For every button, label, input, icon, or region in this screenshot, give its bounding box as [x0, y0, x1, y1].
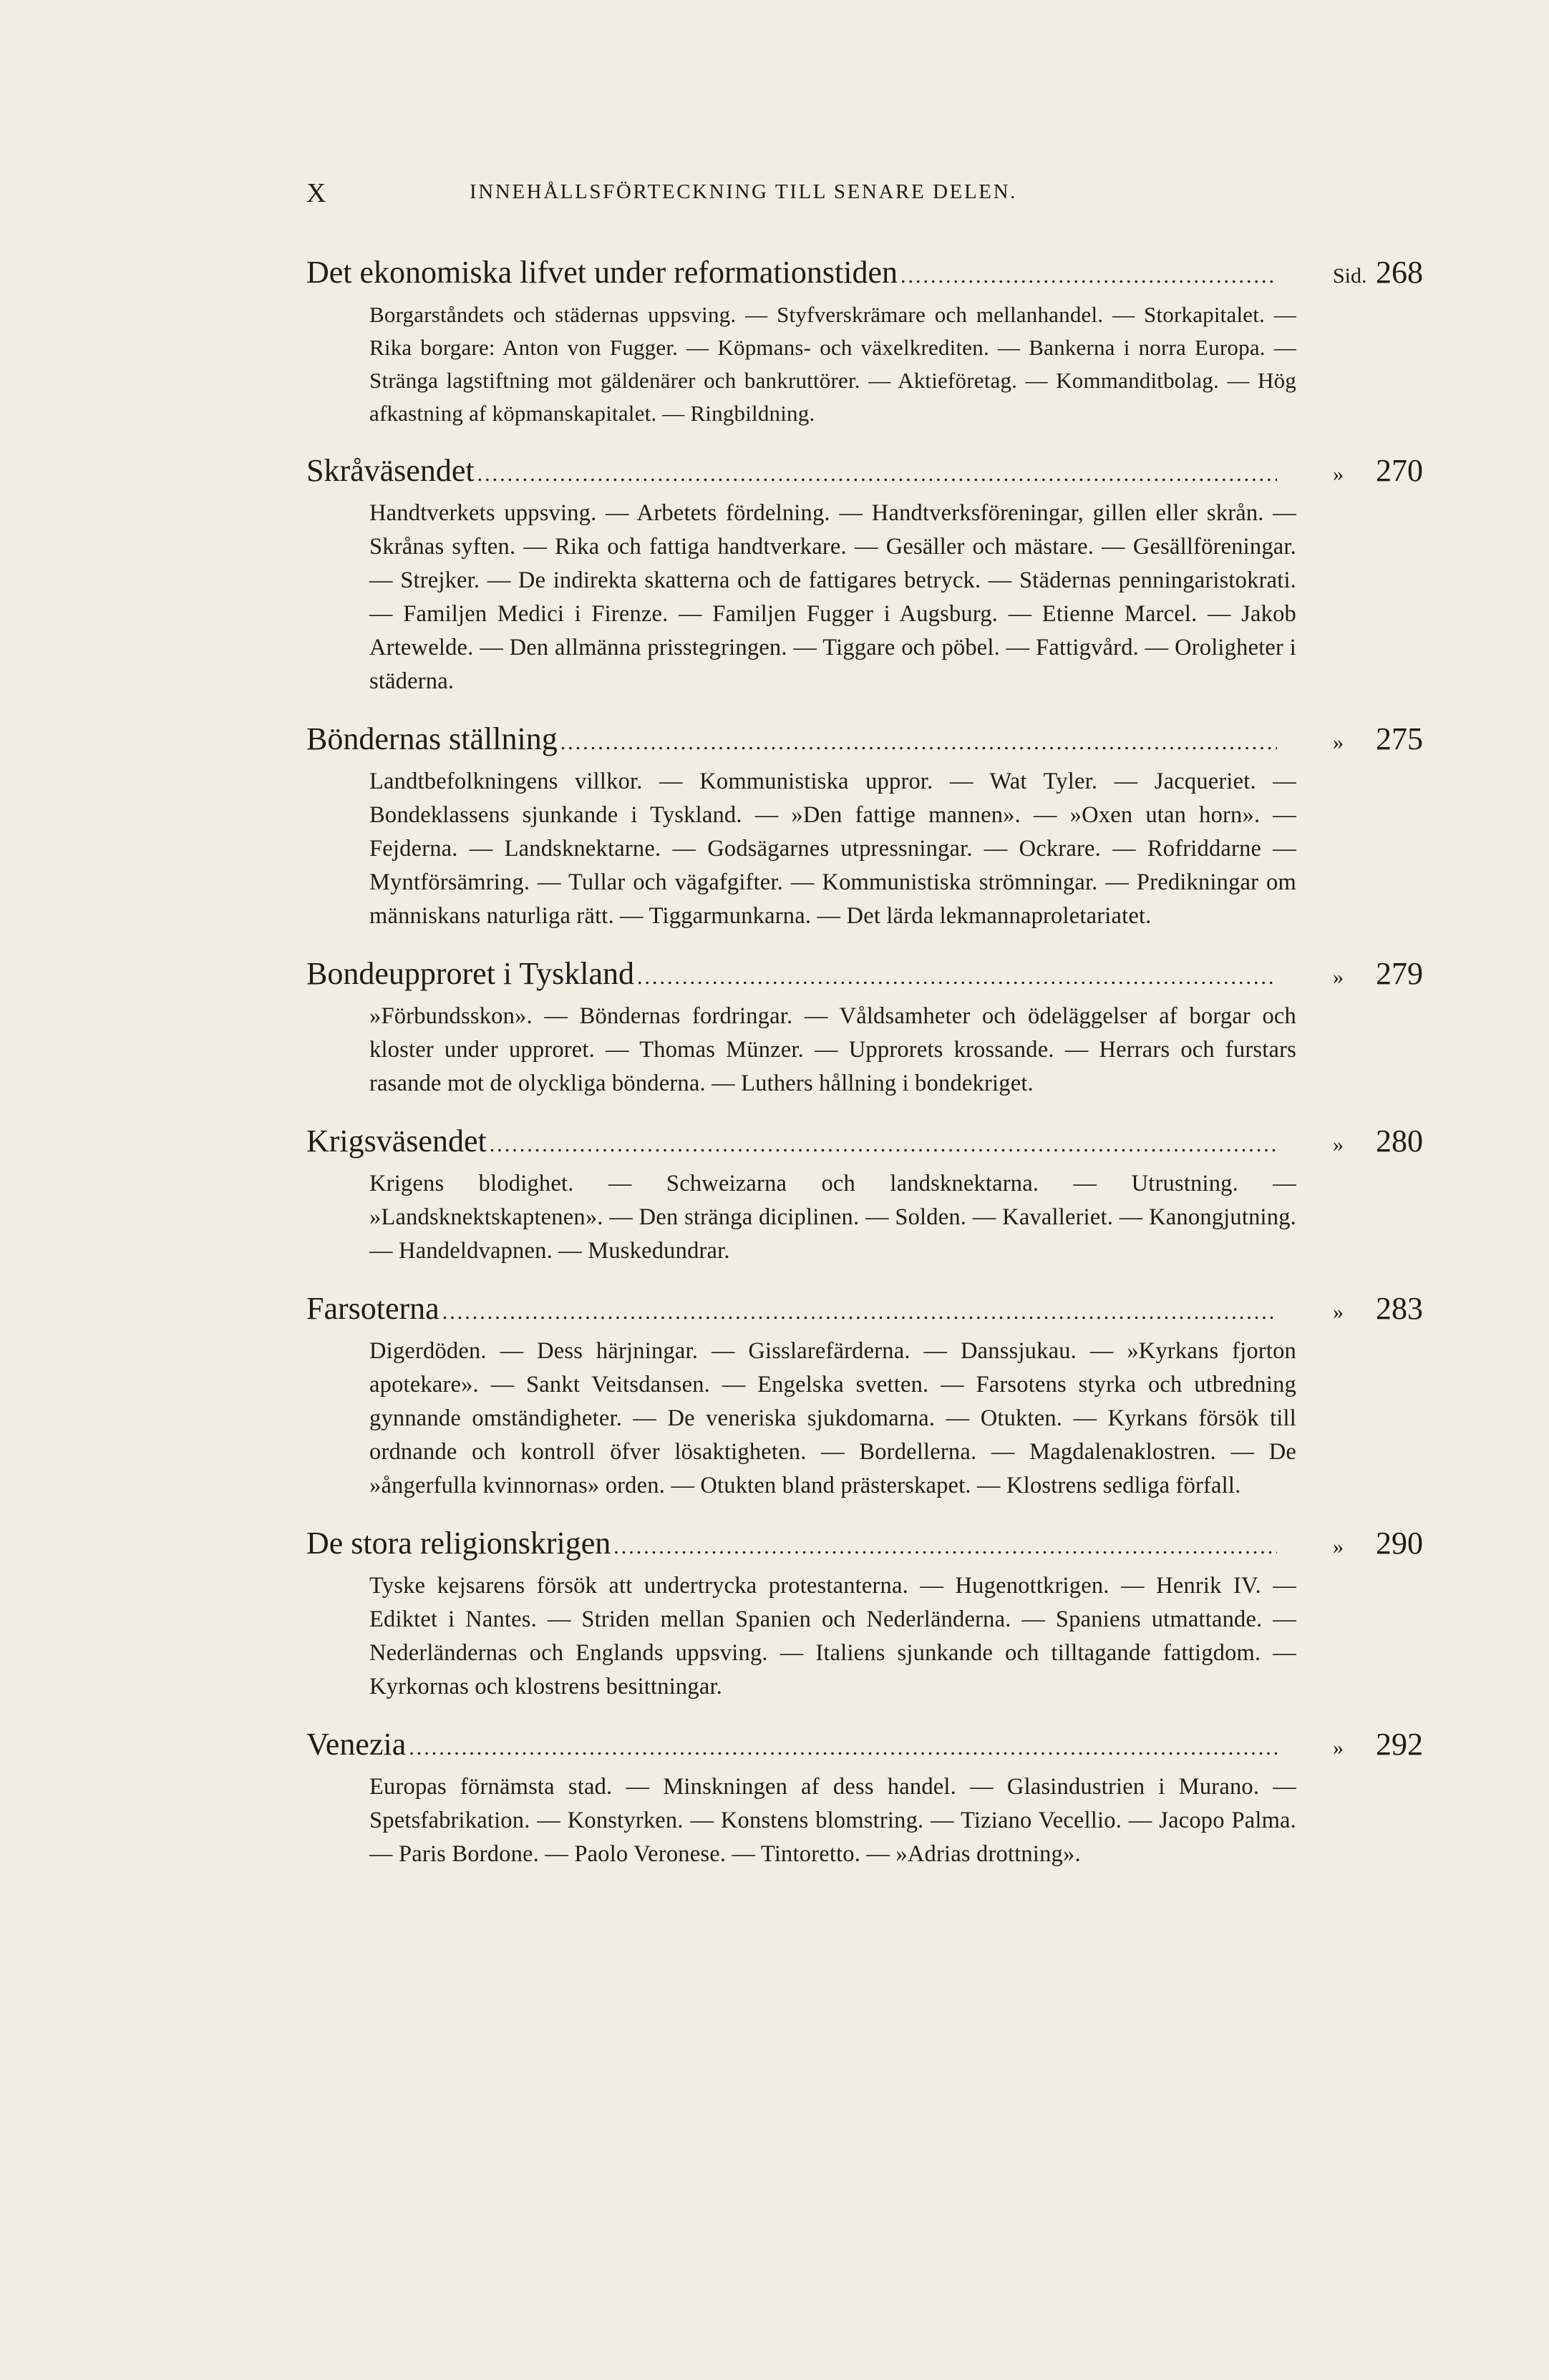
- dot-leader: [477, 452, 1277, 497]
- toc-entry-title: Bondeupproret i Tyskland: [306, 956, 635, 991]
- toc-entry-summary: Landtbefolkningens villkor. — Kommunistiska uppror. — Wat Tyler. — Jacqueriet. — Bondeklassens sjunkande i Tyskland. — »Den fattige mannen». — »Oxen utan horn». — Fejderna. — Landsknektarne. — Godsägarnes utpressningar. — Ockrare. — Rofriddarne — Myntförsämring. — Tullar och vägafgifter. — Kommunistiska strömningar. — Predikningar om människans naturliga rätt. — Tiggarmunkarna. — Det lärda lekmannaproletariatet.: [369, 769, 1296, 929]
- toc-page-reference: [1287, 1521, 1423, 1569]
- toc-page-reference: [1287, 1722, 1423, 1770]
- page-marker: »: [1333, 965, 1344, 989]
- toc-entry-heading: [306, 449, 1423, 497]
- toc-entry: [306, 1287, 1423, 1503]
- toc-page-number: 280: [1376, 1123, 1423, 1159]
- dot-leader: [637, 955, 1277, 1000]
- toc-page-number: 279: [1376, 956, 1423, 991]
- toc-entry-summary: Krigens blodighet. — Schweizarna och landsknektarna. — Utrustning. — »Landsknektskaptenen». — Den stränga diciplinen. — Solden. — Kavalleriet. — Kanongjutning. — Handeldvapnen. — Muskedundrar.: [369, 1171, 1296, 1264]
- toc-entry: [306, 1722, 1423, 1871]
- page-marker: »: [1333, 462, 1344, 486]
- toc-entry-summary: Borgarståndets och städernas uppsving. — Styfverskrämare och mellanhandel. — Storkapitalet. — Rika borgare: Anton von Fugger. — Köpmans- och växelkrediten. — Bankerna i norra Europa. — Stränga lagstiftning mot gäldenärer och bankruttörer. — Aktieföretag. — Kommanditbolag. — Hög afkastning af köpmanskapitalet. — Ringbildning.: [369, 302, 1296, 426]
- table-of-contents: [306, 250, 1423, 1890]
- toc-entry-heading: [306, 1119, 1423, 1167]
- toc-entry-heading: [306, 717, 1423, 765]
- toc-entry: [306, 952, 1423, 1101]
- page-marker: Sid.: [1333, 264, 1367, 288]
- toc-entry-summary: Handtverkets uppsving. — Arbetets fördelning. — Handtverksföreningar, gillen eller skrån. — Skrånas syften. — Rika och fattiga handtverkare. — Gesäller och mästare. — Gesällföreningar. — Strejker. — De indirekta skatterna och de fattigares betryck. — Städernas penningaristokrati. — Familjen Medici i Firenze. — Familjen Fugger i Augsburg. — Etienne Marcel. — Jakob Artewelde. — Den allmänna prisstegringen. — Tiggare och pöbel. — Fattigvård. — Oroligheter i städerna.: [369, 500, 1296, 694]
- toc-entry: [306, 717, 1423, 933]
- page-marker: »: [1333, 1133, 1344, 1156]
- toc-entry: [306, 449, 1423, 698]
- toc-entry-heading: [306, 1287, 1423, 1335]
- toc-page-reference: [1287, 449, 1423, 497]
- toc-entry-heading: [306, 952, 1423, 1000]
- toc-entry-title: Venezia: [306, 1727, 407, 1762]
- running-title: INNEHÅLLSFÖRTECKNING TILL SENARE DELEN.: [470, 180, 1017, 203]
- dot-leader: [409, 1726, 1277, 1770]
- toc-page-number: 270: [1376, 453, 1423, 488]
- toc-page-reference: [1287, 717, 1423, 765]
- dot-leader: [490, 1123, 1277, 1167]
- toc-entry-summary: Europas förnämsta stad. — Minskningen af dess handel. — Glasindustrien i Murano. — Spetsfabrikation. — Konstyrken. — Konstens blomstring. — Tiziano Vecellio. — Jacopo Palma. — Paris Bordone. — Paolo Veronese. — Tintoretto. — »Adrias drottning».: [369, 1774, 1296, 1867]
- toc-page-number: 290: [1376, 1526, 1423, 1561]
- toc-page-number: 268: [1376, 255, 1423, 290]
- toc-entry-title: Det ekonomiska lifvet under reformationstiden: [306, 255, 898, 290]
- dot-leader: [442, 1290, 1277, 1335]
- toc-page-number: 283: [1376, 1291, 1423, 1326]
- toc-entry-title: Skråväsendet: [306, 453, 475, 488]
- page-marker: »: [1333, 1300, 1344, 1324]
- toc-entry-title: Krigsväsendet: [306, 1123, 487, 1159]
- page-number: X: [306, 178, 327, 208]
- toc-entry-title: Farsoterna: [306, 1291, 440, 1326]
- toc-entry-heading: [306, 1722, 1423, 1770]
- toc-page-reference: [1287, 1287, 1423, 1335]
- toc-page-reference: [1287, 1119, 1423, 1167]
- toc-page-reference: [1287, 952, 1423, 1000]
- toc-page-number: 292: [1376, 1727, 1423, 1762]
- page-marker: »: [1333, 1535, 1344, 1559]
- dot-leader: [613, 1525, 1277, 1569]
- toc-entry-summary: »Förbundsskon». — Böndernas fordringar. — Våldsamheter och ödeläggelser af borgar och kloster under upproret. — Thomas Münzer. — Upprorets krossande. — Herrars och furstars rasande mot de olyckliga bönderna. — Luthers hållning i bondekriget.: [369, 1003, 1296, 1096]
- dot-leader: [560, 721, 1277, 765]
- dot-leader: [900, 254, 1277, 298]
- toc-entry: [306, 1119, 1423, 1268]
- toc-entry-title: Böndernas ställning: [306, 721, 558, 756]
- toc-entry: [306, 1521, 1423, 1704]
- page-marker: »: [1333, 731, 1344, 754]
- page-marker: »: [1333, 1736, 1344, 1760]
- toc-page-number: 275: [1376, 721, 1423, 756]
- toc-entry-heading: [306, 250, 1423, 298]
- toc-entry-summary: Tyske kejsarens försök att undertrycka protestanterna. — Hugenottkrigen. — Henrik IV. — Ediktet i Nantes. — Striden mellan Spanien och Nederländerna. — Spaniens utmattande. — Nederländernas och Englands uppsving. — Italiens sjunkande och tilltagande fattigdom. — Kyrkornas och klostrens besittningar.: [369, 1573, 1296, 1699]
- toc-page-reference: [1287, 250, 1423, 298]
- page-header: [306, 177, 1294, 213]
- toc-entry-summary: Digerdöden. — Dess härjningar. — Gisslarefärderna. — Danssjukau. — »Kyrkans fjorton apotekare». — Sankt Veitsdansen. — Engelska svetten. — Farsotens styrka och utbredning gynnande omständigheter. — De veneriska sjukdomarna. — Otukten. — Kyrkans försök till ordnande och kontroll öfver lösaktigheten. — Bordellerna. — Magdalenaklostren. — De »ångerfulla kvinnornas» orden. — Otukten bland prästerskapet. — Klostrens sedliga förfall.: [369, 1338, 1296, 1498]
- toc-entry-title: De stora religionskrigen: [306, 1526, 611, 1561]
- toc-entry: [306, 250, 1423, 430]
- toc-entry-heading: [306, 1521, 1423, 1569]
